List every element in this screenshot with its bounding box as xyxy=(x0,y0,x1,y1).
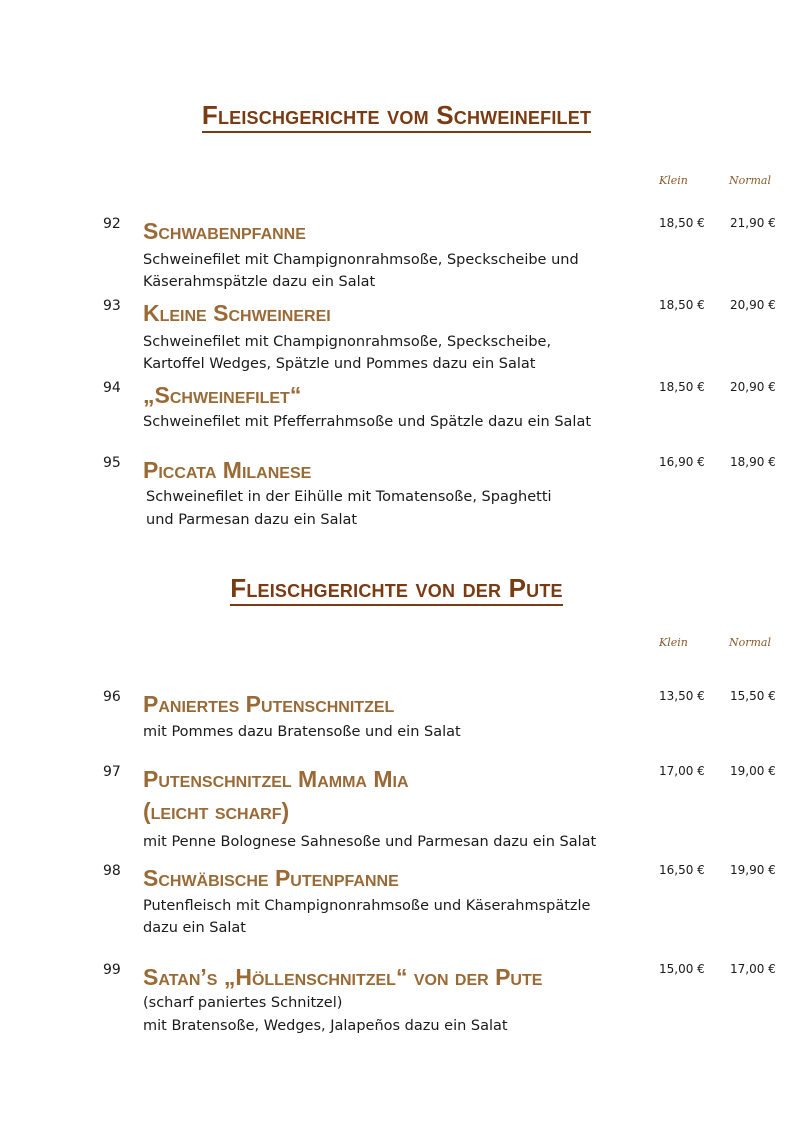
item-number: 97 xyxy=(103,764,121,780)
column-header-small: Klein xyxy=(659,636,688,649)
price-small: 15,00 € xyxy=(659,962,705,976)
item-number: 99 xyxy=(103,962,121,978)
item-number: 94 xyxy=(103,380,121,396)
item-description-line: dazu ein Salat xyxy=(143,920,246,936)
item-description-line: Schweinefilet mit Champignonrahmsoße, Speckscheibe und xyxy=(143,252,579,268)
price-normal: 20,90 € xyxy=(730,298,776,312)
price-normal: 15,50 € xyxy=(730,689,776,703)
item-description-line: (scharf paniertes Schnitzel) xyxy=(143,995,343,1011)
column-header-normal: Normal xyxy=(729,636,772,649)
price-small: 16,50 € xyxy=(659,863,705,877)
price-small: 17,00 € xyxy=(659,764,705,778)
price-small: 16,90 € xyxy=(659,455,705,469)
item-name-subtitle: (leicht scharf) xyxy=(143,798,290,824)
item-description-line: mit Pommes dazu Bratensoße und ein Salat xyxy=(143,724,461,740)
item-description-line: mit Penne Bolognese Sahnesoße und Parmesan dazu ein Salat xyxy=(143,834,597,850)
price-normal: 21,90 € xyxy=(730,216,776,230)
item-description-line: und Parmesan dazu ein Salat xyxy=(146,512,358,528)
item-name: Satan’s „Höllenschnitzel“ von der Pute xyxy=(143,964,543,990)
item-name: Schwäbische Putenpfanne xyxy=(143,865,399,891)
item-number: 92 xyxy=(103,216,121,232)
item-number: 98 xyxy=(103,863,121,879)
item-name: Kleine Schweinerei xyxy=(143,300,331,326)
price-normal: 19,90 € xyxy=(730,863,776,877)
item-description-line: Kartoffel Wedges, Spätzle und Pommes dazu ein Salat xyxy=(143,356,536,372)
price-small: 18,50 € xyxy=(659,298,705,312)
item-name: Paniertes Putenschnitzel xyxy=(143,691,395,717)
column-header-normal: Normal xyxy=(729,174,772,187)
column-header-small: Klein xyxy=(659,174,688,187)
item-number: 96 xyxy=(103,689,121,705)
item-name: „Schweinefilet“ xyxy=(143,382,302,408)
item-description-line: Putenfleisch mit Champignonrahmsoße und Käserahmspätzle xyxy=(143,898,591,914)
item-name: Putenschnitzel Mamma Mia xyxy=(143,766,409,792)
item-name: Piccata Milanese xyxy=(143,457,312,483)
item-description-line: mit Bratensoße, Wedges, Jalapeños dazu ein Salat xyxy=(143,1018,508,1034)
item-number: 95 xyxy=(103,455,121,471)
price-small: 13,50 € xyxy=(659,689,705,703)
section-title-schweinefilet: Fleischgerichte vom Schweinefilet xyxy=(0,100,793,131)
section-title-pute: Fleischgerichte von der Pute xyxy=(0,573,793,604)
item-description-line: Schweinefilet mit Champignonrahmsoße, Speckscheibe, xyxy=(143,334,552,350)
price-normal: 18,90 € xyxy=(730,455,776,469)
item-description-line: Käserahmspätzle dazu ein Salat xyxy=(143,274,376,290)
price-small: 18,50 € xyxy=(659,380,705,394)
item-number: 93 xyxy=(103,298,121,314)
item-description-line: Schweinefilet mit Pfefferrahmsoße und Spätzle dazu ein Salat xyxy=(143,414,592,430)
price-normal: 19,00 € xyxy=(730,764,776,778)
price-normal: 20,90 € xyxy=(730,380,776,394)
item-description-line: Schweinefilet in der Eihülle mit Tomatensoße, Spaghetti xyxy=(146,489,552,505)
price-small: 18,50 € xyxy=(659,216,705,230)
item-name: Schwabenpfanne xyxy=(143,218,306,244)
price-normal: 17,00 € xyxy=(730,962,776,976)
